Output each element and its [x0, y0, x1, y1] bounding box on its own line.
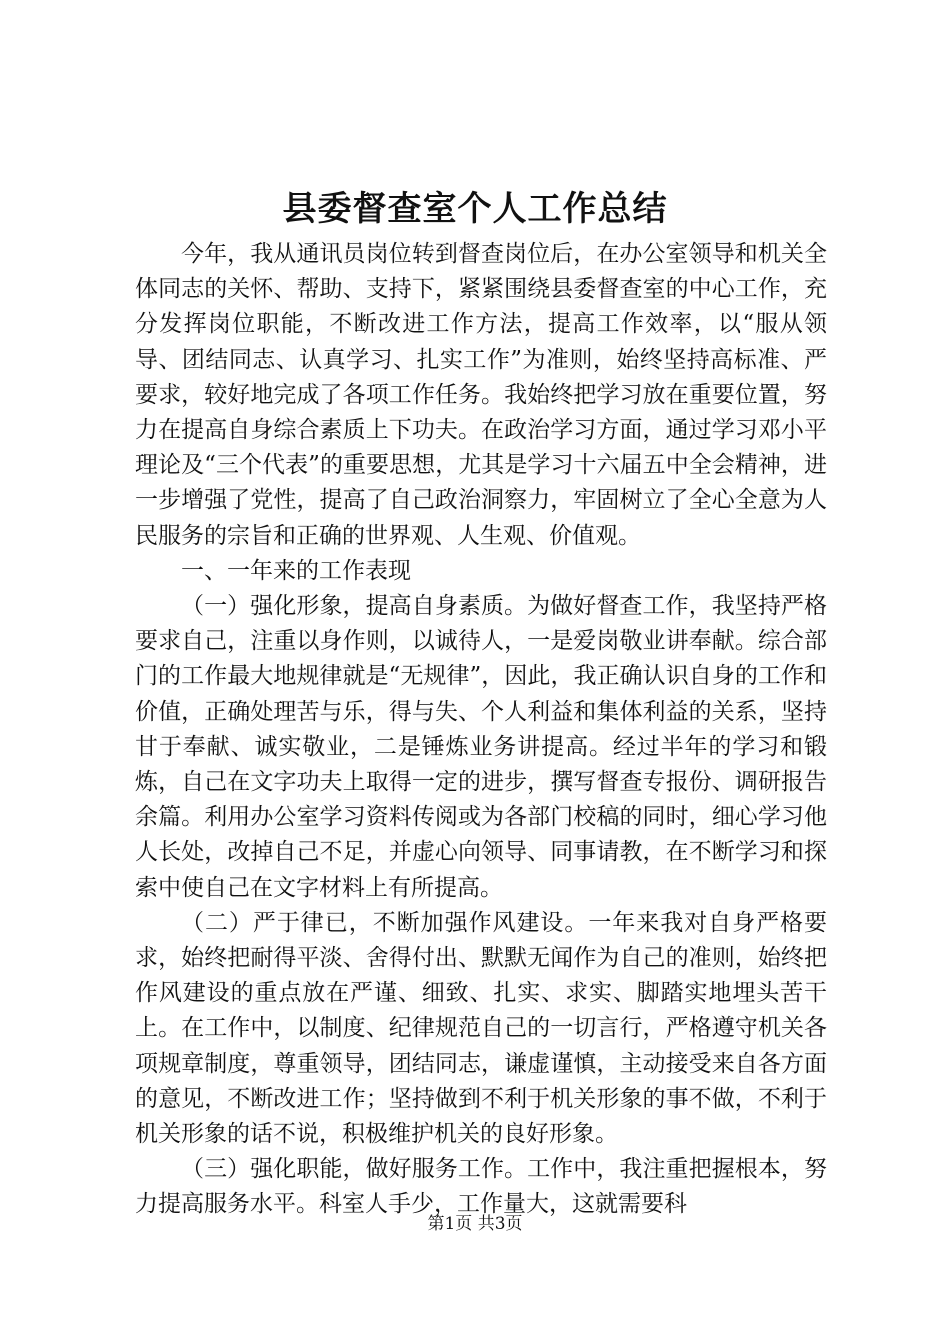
- paragraph-item-2: （二）严于律已，不断加强作风建设。一年来我对自身严格要求，始终把耐得平淡、舍得付出、默默无闻作为自己的准则，始终把作风建设的重点放在严谨、细致、扎实、求实、脚踏实地埋头苦干上。在工作中，以制度、纪律规范自己的一切言行，严格遵守机关各项规章制度，尊重领导，团结同志，谦虚谨慎，主动接受来自各方面的意见，不断改进工作；坚持做到不利于机关形象的事不做，不利于机关形象的话不说，积极维护机关的良好形象。: [135, 909, 827, 1148]
- section-heading-1: 一、一年来的工作表现: [181, 557, 411, 584]
- paragraph-intro: 今年，我从通讯员岗位转到督查岗位后，在办公室领导和机关全体同志的关怀、帮助、支持下，紧紧围绕县委督查室的中心工作，充分发挥岗位职能，不断改进工作方法，提高工作效率，以“服从领导、团结同志、认真学习、扎实工作”为准则，始终坚持高标准、严要求，较好地完成了各项工作任务。我始终把学习放在重要位置，努力在提高自身综合素质上下功夫。在政治学习方面，通过学习邓小平理论及“三个代表”的重要思想，尤其是学习十六届五中全会精神，进一步增强了党性，提高了自己政治洞察力，牢固树立了全心全意为人民服务的宗旨和正确的世界观、人生观、价值观。: [135, 241, 827, 549]
- document-title: 县委督查室个人工作总结: [282, 189, 668, 229]
- document-body: [135, 237, 827, 1223]
- page-number-footer: 第1页 共3页: [427, 1214, 523, 1234]
- paragraph-item-1: （一）强化形象，提高自身素质。为做好督查工作，我坚持严格要求自己，注重以身作则，以诚待人，一是爱岗敬业讲奉献。综合部门的工作最大地规律就是“无规律”，因此，我正确认识自身的工作和价值，正确处理苦与乐，得与失、个人利益和集体利益的关系，坚持甘于奉献、诚实敬业，二是锤炼业务讲提高。经过半年的学习和锻炼，自己在文字功夫上取得一定的进步，撰写督查专报份、调研报告余篇。利用办公室学习资料传阅或为各部门校稿的同时，细心学习他人长处，改掉自己不足，并虚心向领导、同事请教，在不断学习和探索中使自己在文字材料上有所提高。: [135, 593, 827, 901]
- paragraph-item-3: （三）强化职能，做好服务工作。工作中，我注重把握根本，努力提高服务水平。科室人手少，工作量大，这就需要科: [135, 1156, 827, 1218]
